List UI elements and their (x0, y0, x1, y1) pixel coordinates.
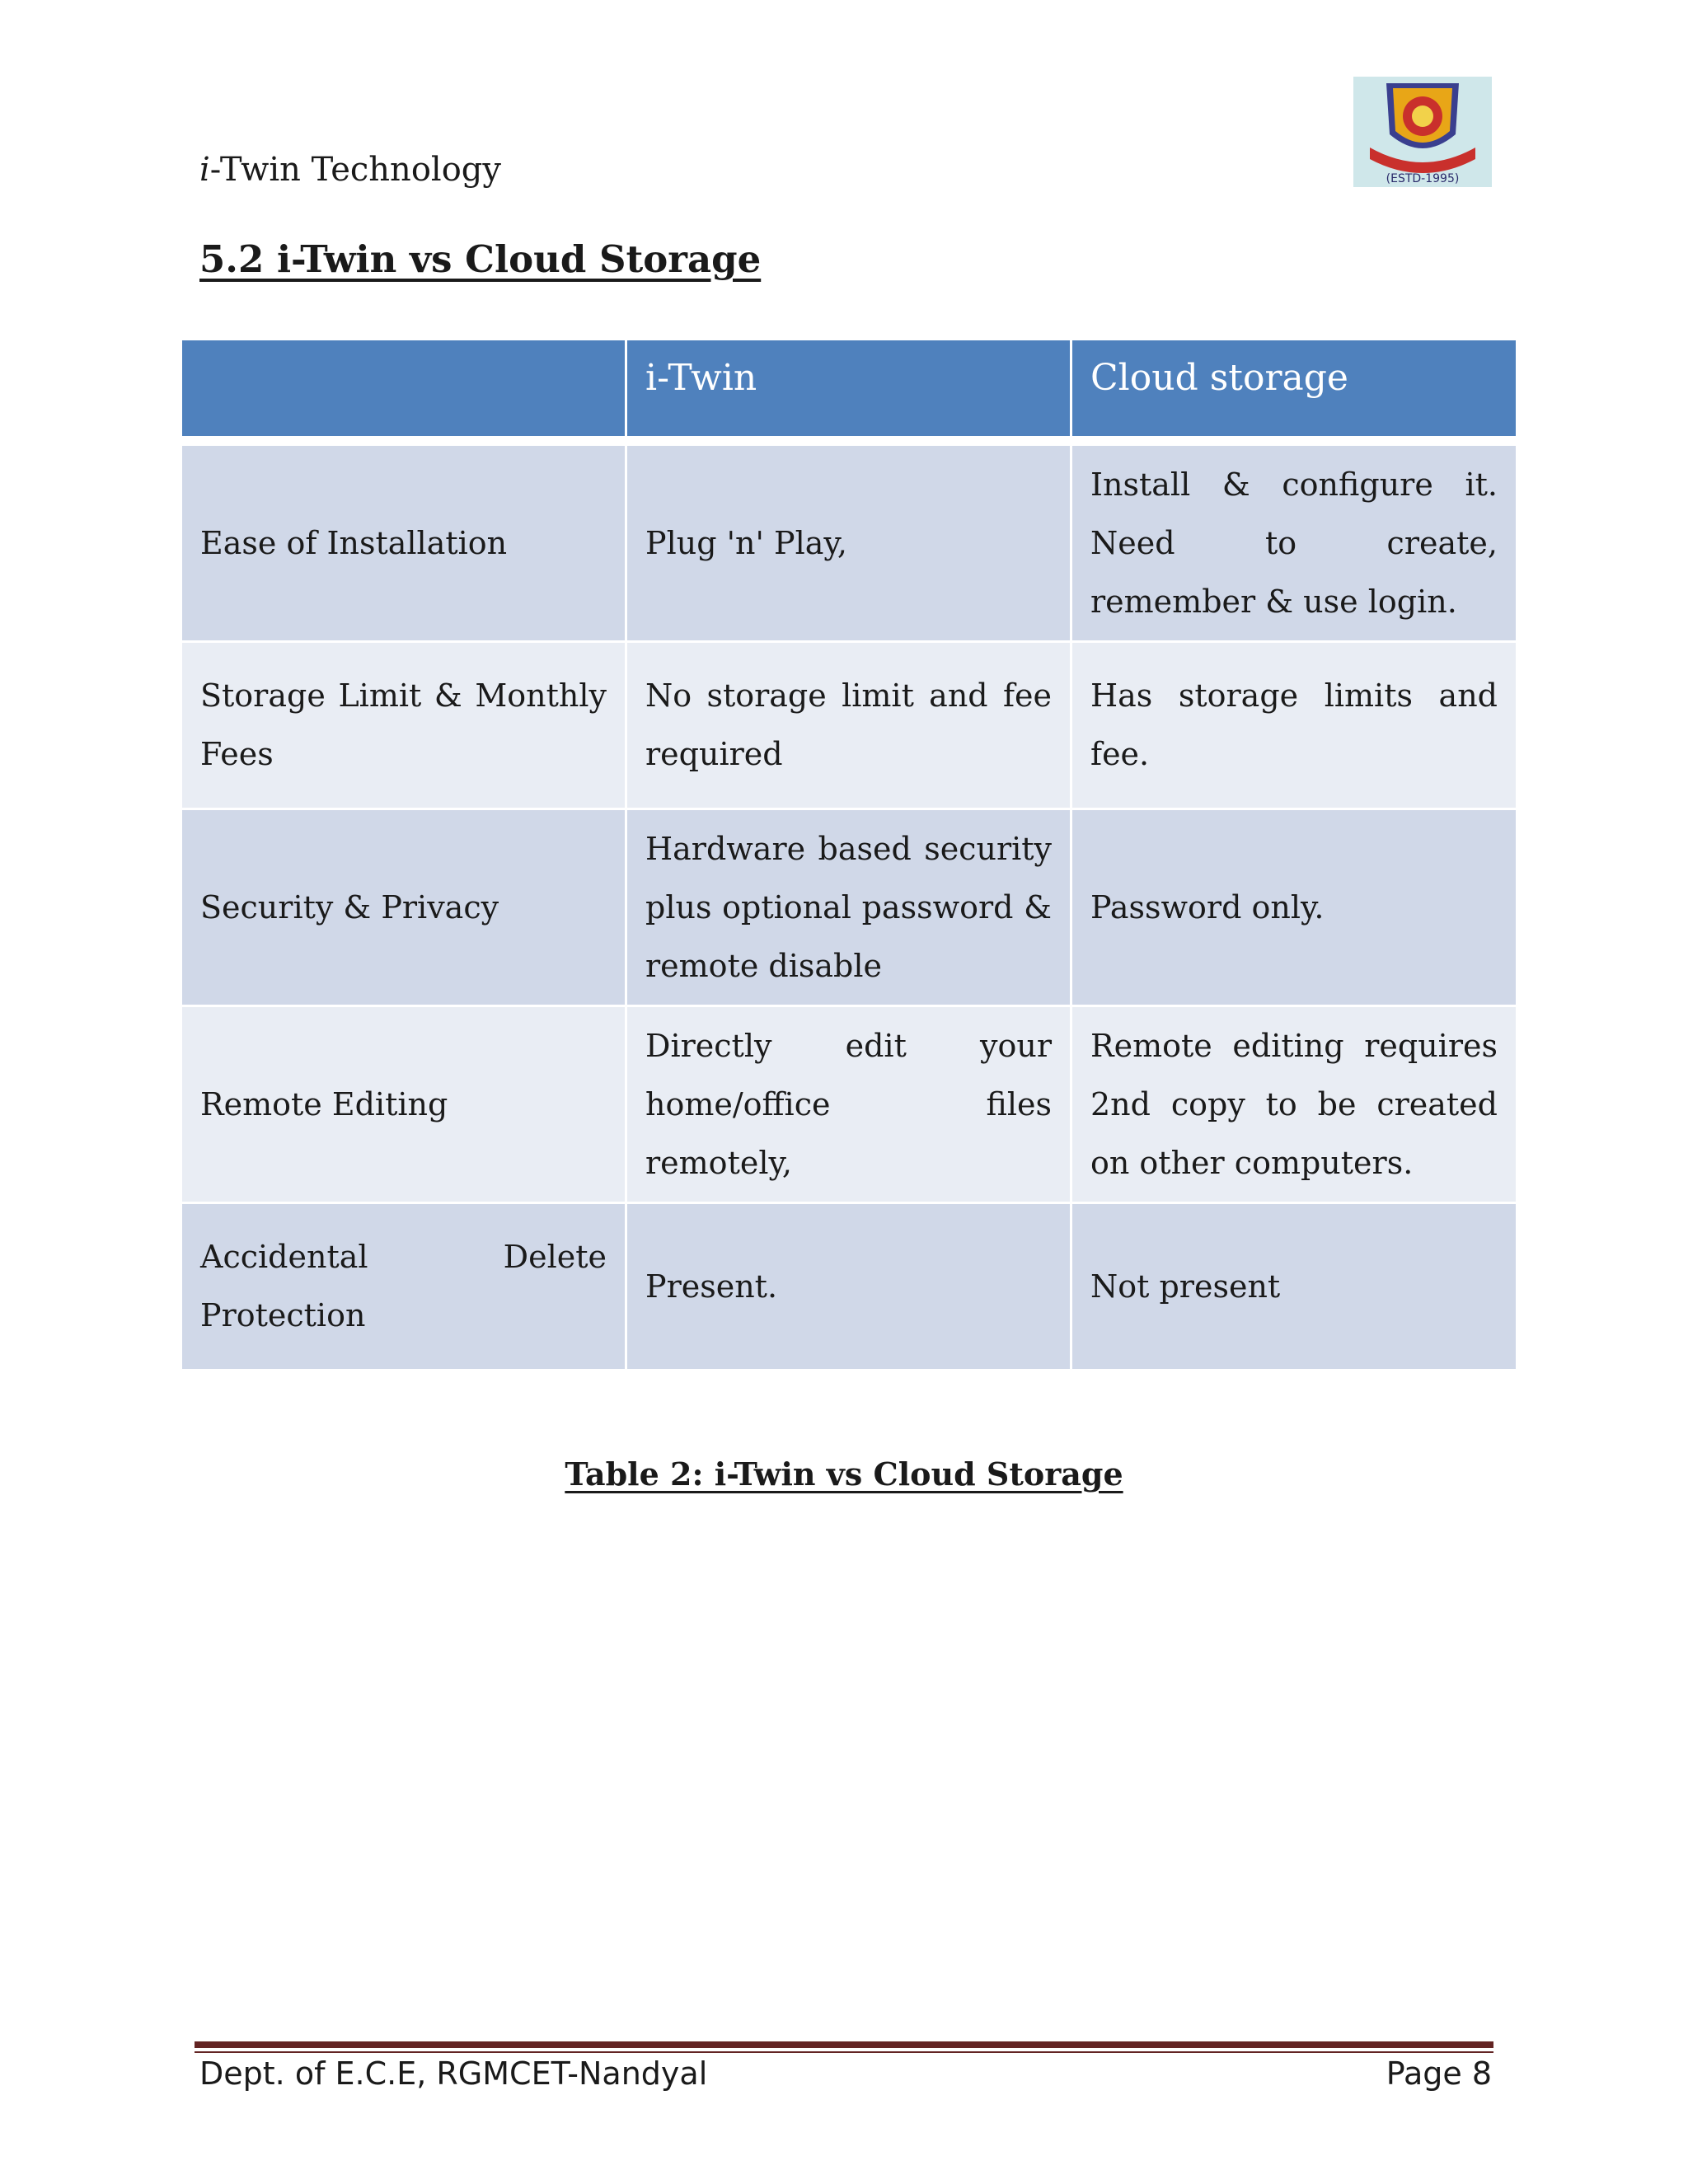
table-row (181, 1203, 1517, 1371)
logo-emblem-core (1412, 105, 1433, 127)
footer-rule (195, 2041, 1493, 2048)
running-header-text: -Twin Technology (209, 151, 501, 189)
cell-itwin: Hardware based security plus optional password & remote disable (626, 809, 1071, 1006)
cell-feature: Storage Limit & Monthly Fees (181, 642, 626, 809)
section-heading: 5.2 i-Twin vs Cloud Storage (199, 237, 762, 281)
table-row (181, 809, 1517, 1006)
running-header (199, 151, 501, 189)
cell-itwin: Plug 'n' Play, (626, 441, 1071, 642)
table-row (181, 441, 1517, 642)
cell-cloud: Password only. (1071, 809, 1517, 1006)
table-row (181, 642, 1517, 809)
college-logo (1353, 77, 1492, 187)
cell-feature: Ease of Installation (181, 441, 626, 642)
cell-cloud: Remote editing requires 2nd copy to be created on other computers. (1071, 1006, 1517, 1203)
cell-itwin: No storage limit and fee required (626, 642, 1071, 809)
cell-cloud: Has storage limits and fee. (1071, 642, 1517, 809)
cell-feature: Security & Privacy (181, 809, 626, 1006)
footer-rule-thin (195, 2051, 1493, 2053)
footer-page-number: Page 8 (1386, 2055, 1492, 2092)
running-header-italic: i (199, 151, 210, 189)
comparison-table (180, 338, 1518, 1371)
footer-department: Dept. of E.C.E, RGMCET-Nandyal (199, 2055, 708, 2092)
cell-feature: Remote Editing (181, 1006, 626, 1203)
cell-cloud: Not present (1071, 1203, 1517, 1371)
cell-cloud: Install & configure it. Need to create, remember & use login. (1071, 441, 1517, 642)
header-cell-itwin: i-Twin (626, 340, 1071, 442)
table-header-row (181, 340, 1517, 442)
header-cell-cloud: Cloud storage (1071, 340, 1517, 442)
logo-estd-text: (ESTD-1995) (1386, 172, 1460, 185)
cell-itwin: Directly edit your home/office files remotely, (626, 1006, 1071, 1203)
cell-itwin: Present. (626, 1203, 1071, 1371)
table-caption: Table 2: i-Twin vs Cloud Storage (565, 1455, 1123, 1493)
cell-feature: Accidental Delete Protection (181, 1203, 626, 1371)
header-cell-feature (181, 340, 626, 442)
table-row (181, 1006, 1517, 1203)
